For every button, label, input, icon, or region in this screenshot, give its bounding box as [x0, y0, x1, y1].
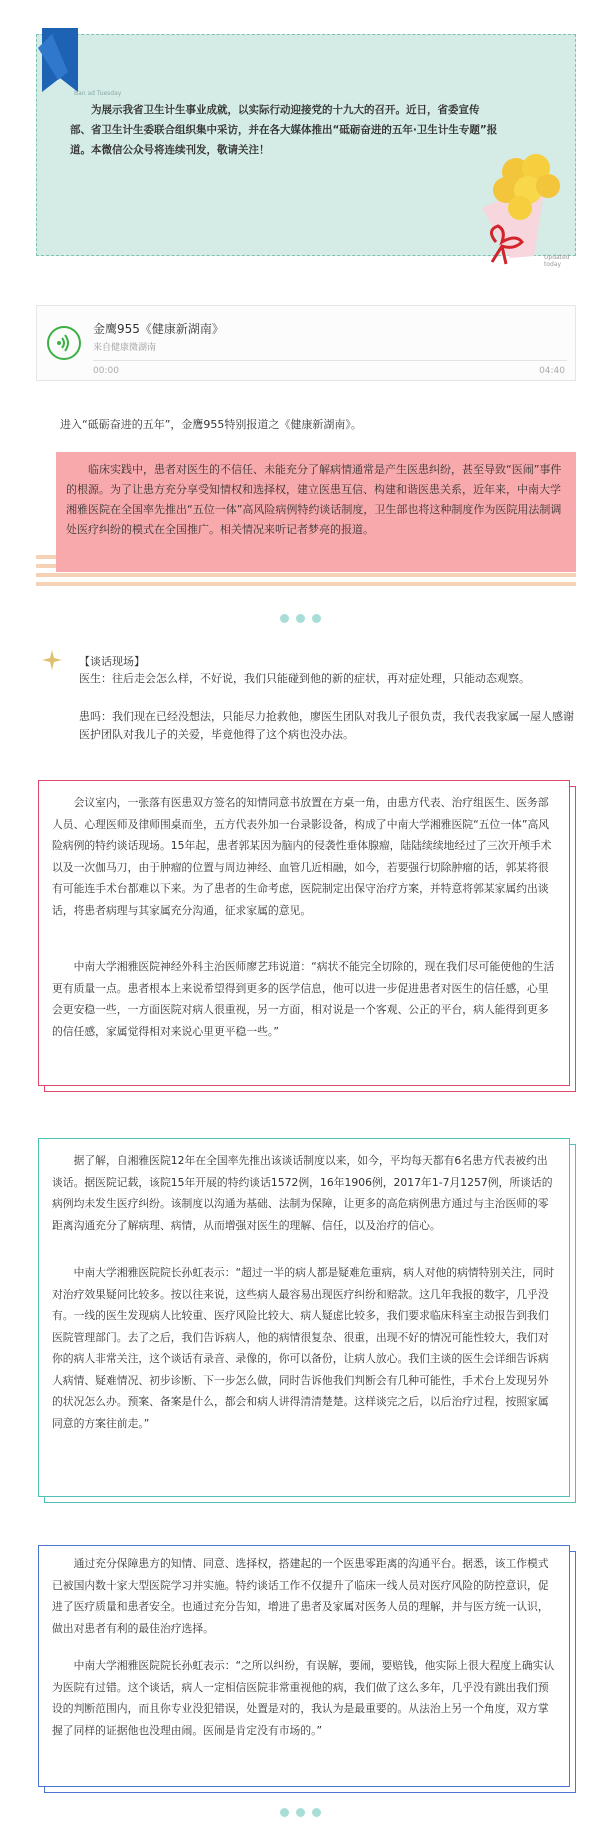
dialogue-doctor: 医生：往后走会怎么样，不好说，我们只能碰到他的新的症状，再对症处理，只能动态观察。 — [79, 672, 530, 685]
article-box-3 — [38, 1545, 576, 1793]
box3-paragraph-1: 通过充分保障患方的知情、同意、选择权，搭建起的一个医患零距离的沟通平台。据悉，该工作模式已被国内数十家大型医院学习并实施。特约谈话工作不仅提升了临床一线人员对医疗风险的防控意识，促进了医疗质量和患者安全。也通过充分告知，增进了患者及家属对医务人员的理解，并与医方统一认识，做出对患者有利的最佳治疗选择。 — [52, 1557, 549, 1635]
audio-player[interactable] — [36, 305, 576, 381]
box3-paragraph-2: 中南大学湘雅医院院长孙虹表示：“之所以纠纷，有误解，要闹，要赔钱，他实际上很大程度上确实认为医院有过错。这个谈话，病人一定相信医院非常重视他的病，我们做了这么多年，几乎没有跳出我们预设的判断范围内，而且你专业没犯错误，处置是对的，我认为是最重要的。从法治上另一个角度，双方掌握了同样的证据他也没理由闹。医闹是肯定没有市场的。” — [52, 1659, 555, 1737]
ribbon-bookmark-icon — [38, 28, 84, 98]
dot — [296, 1808, 305, 1817]
dialogue-family: 患吗：我们现在已经没想法，只能尽力抢救他，廖医生团队对我儿子很负责，我代表我家属一屋人感谢医护团队对我儿子的关爱，毕竟他得了这个病也没办法。 — [79, 710, 574, 741]
highlight-box — [56, 452, 576, 572]
article-box-1 — [38, 780, 576, 1092]
divider-dots — [280, 1808, 324, 1818]
dot — [280, 1808, 289, 1817]
stripe — [36, 582, 576, 586]
audio-progress-bar[interactable] — [93, 360, 567, 361]
flower-bouquet-icon — [476, 138, 566, 268]
dialogue-heading: 【谈话现场】 — [79, 655, 145, 668]
audio-source: 来自健康微湖南 — [93, 343, 157, 353]
intro-card-section — [36, 28, 576, 268]
bouquet-caption: Updated today — [544, 254, 570, 268]
stripe — [36, 573, 576, 577]
ribbon-caption: Ban ad Tuesday — [74, 90, 122, 97]
box2-paragraph-2: 中南大学湘雅医院院长孙虹表示：“超过一半的病人都是疑难危重病，病人对他的病情特别关注，同时对治疗效果疑问比较多。按以往来说，这些病人最容易出现医疗纠纷和赔款。这几年我报的数字，几乎没有。一线的医生发现病人比较重、医疗风险比较大、病人疑虑比较多，我们要求临床科室主动报告到我们医院管理部门。去了之后，我们告诉病人，他的病情很复杂、很重，出现不好的情况可能性较大，我们对你的病人非常关注，这个谈话有录音、录像的，你可以备份，让病人放心。我们主谈的医生会详细告诉病人病情、疑难情况、初步诊断、下一步怎么做，同时告诉他我们判断会有几种可能性，手术台上发现另外的状况怎么办。预案、备案是什么，都会和病人讲得清清楚楚。这样谈完之后，以后治疗过程，按照家属同意的方案往前走。” — [52, 1266, 555, 1430]
divider-dots — [280, 614, 324, 624]
dot — [312, 1808, 321, 1817]
audio-current-time: 00:00 — [93, 366, 119, 376]
box1-paragraph-1: 会议室内，一张落有医患双方签名的知情同意书放置在方桌一角，由患方代表、治疗组医生、医务部人员、心理医师及律师围桌而坐，五方代表外加一台录影设备，构成了中南大学湘雅医院“五位一体”高风险病例的特约谈话现场。15年起，患者郭某因为脑内的侵袭性垂体腺瘤，陆陆续续地经过了三次开颅手术以及一次伽马刀，由于肿瘤的位置与周边神经、血管几近相融，如今，若要强行切除肿瘤的话，郭某将很有可能连手术台都难以下来。为了患者的生命考虑，医院制定出保守治疗方案，并特意将郭某家属约出谈话，将患者病理与其家属充分沟通，征求家属的意见。 — [52, 796, 552, 917]
box1-paragraph-2: 中南大学湘雅医院神经外科主治医师廖艺玮说道：“病状不能完全切除的，现在我们尽可能使他的生活更有质量一点。患者根本上来说希望得到更多的医学信息，他可以进一步促进患者对医生的信任感，心里会更安稳一些，一方面医院对病人很重视，另一方面，相对说是一个客观、公正的平台，病人能得到更多的信任感，家属觉得相对来说心里更平稳一些。” — [52, 960, 555, 1038]
dot — [280, 614, 289, 623]
intro-text: 为展示我省卫生计生事业成就，以实际行动迎接党的十九大的召开。近日，省委宣传部、省卫生计生委联合组织集中采访，并在各大媒体推出“砥砺奋进的五年·卫生计生专题”报道。本微信公众号将连续刊发，敬请关注！ — [70, 104, 498, 156]
lead-paragraph: 进入“砥砺奋进的五年”，金鹰955特别报道之《健康新湖南》。 — [60, 418, 362, 431]
article-box-2 — [38, 1138, 576, 1503]
sound-wave-icon — [49, 328, 79, 358]
audio-play-button[interactable] — [47, 326, 81, 360]
highlight-text: 临床实践中，患者对医生的不信任、未能充分了解病情通常是产生医患纠纷，甚至导致“医闹”事件的根源。为了让患方充分享受知情权和选择权，建立医患互信、构建和谐医患关系，近年来，中南大学湘雅医院在全国率先推出“五位一体”高风险病例特约谈话制度，卫生部也将这种制度作为医院用法制调处医疗纠纷的模式在全国推广。相关情况来听记者梦亮的报道。 — [66, 463, 562, 536]
dot — [312, 614, 321, 623]
sparkle-icon — [42, 650, 62, 670]
dot — [296, 614, 305, 623]
box2-paragraph-1: 据了解，自湘雅医院12年在全国率先推出该谈话制度以来，如今，平均每天都有6名患方代表被约出谈话。据医院记载，该院15年开展的特约谈话1572例，16年1906例，2017年1-7月1257例，所谈话的病例均未发生医疗纠纷。该制度以沟通为基础、法制为保障，让更多的高危病例患方通过与主治医师的零距离沟通充分了解病理、病情，从而增强对医生的理解、信任，以及治疗的信心。 — [52, 1154, 553, 1232]
audio-duration: 04:40 — [539, 366, 565, 376]
audio-title: 金鹰955《健康新湖南》 — [93, 322, 224, 336]
